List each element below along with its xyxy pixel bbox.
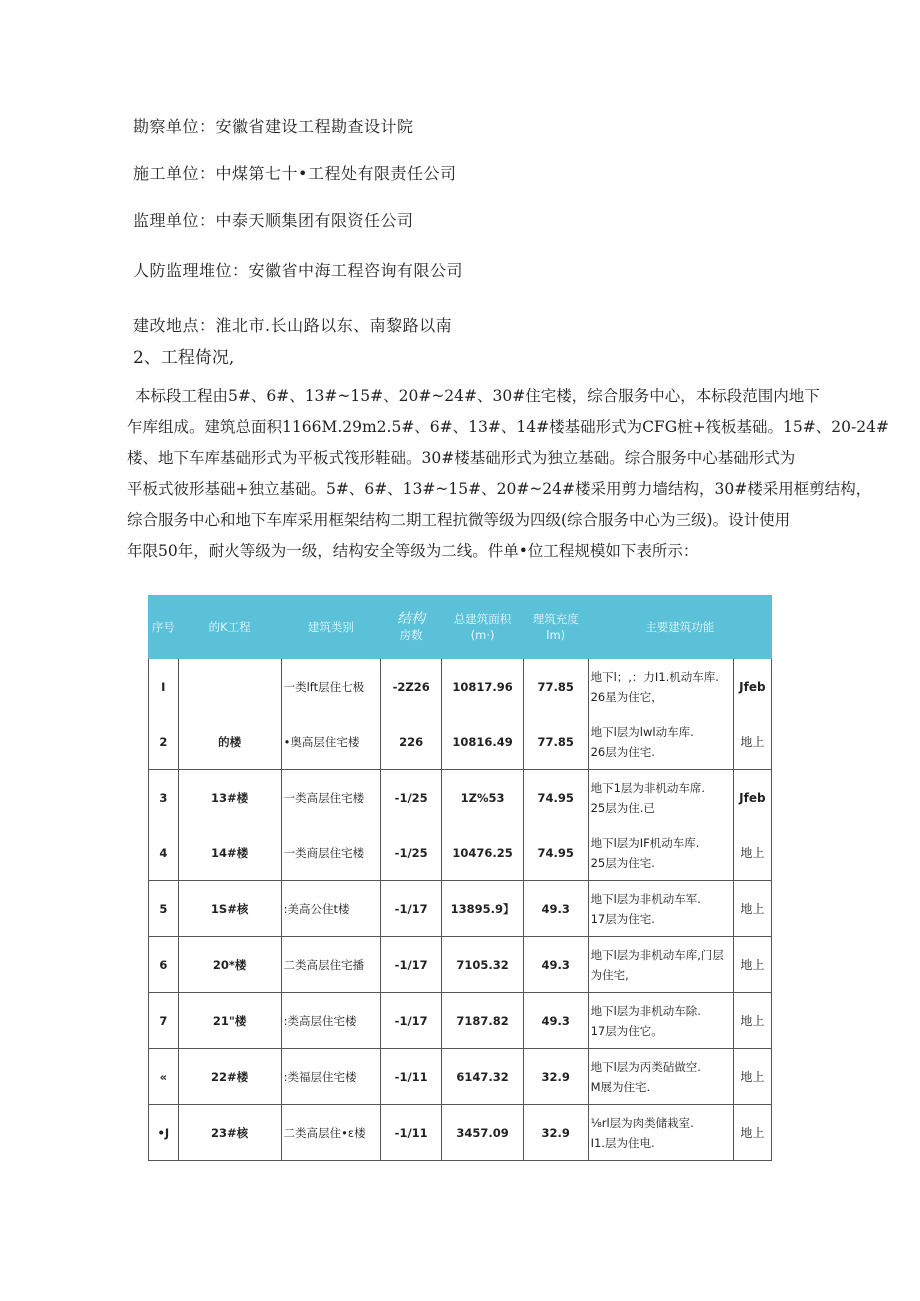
cell-height: 32.9 xyxy=(523,1049,588,1105)
cell-height: 49.3 xyxy=(523,993,588,1049)
cell-function: 地下l层为非机动车军. 17层为住宅. xyxy=(588,881,733,937)
cell-floors: -1/25 xyxy=(381,825,442,881)
cell-area: 7187.82 xyxy=(442,993,524,1049)
cell-height: 49.3 xyxy=(523,937,588,993)
header-function: 主要建筑功能 xyxy=(588,596,771,659)
cell-extra: Jfeb xyxy=(733,659,771,715)
cell-height: 32.9 xyxy=(523,1105,588,1161)
cell-type: :美高公住t楼 xyxy=(281,881,381,937)
table-row xyxy=(149,937,772,993)
table-row xyxy=(149,1049,772,1105)
cell-height: 74.95 xyxy=(523,770,588,826)
cell-no: 2 xyxy=(149,714,179,770)
cell-height: 77.85 xyxy=(523,659,588,715)
cell-unit: 22#楼 xyxy=(178,1049,281,1105)
header-unit: 的K⼯程 xyxy=(178,596,281,659)
cell-extra: 地上 xyxy=(733,881,771,937)
cell-floors: -1/11 xyxy=(381,1105,442,1161)
cell-extra: Jfeb xyxy=(733,770,771,826)
cell-type: :类高层住宅楼 xyxy=(281,993,381,1049)
cell-no: •J xyxy=(149,1105,179,1161)
cell-no: « xyxy=(149,1049,179,1105)
header-structure-top: 结构 xyxy=(397,611,426,627)
table-row xyxy=(149,770,772,826)
cell-unit: 21"楼 xyxy=(178,993,281,1049)
cell-unit: 20*楼 xyxy=(178,937,281,993)
cell-no: I xyxy=(149,659,179,715)
cell-function: ⅛rl层为肉类储栽室. I1.层为住电. xyxy=(588,1105,733,1161)
cell-no: 4 xyxy=(149,825,179,881)
cell-area: 7105.32 xyxy=(442,937,524,993)
paragraph-line: 本标段工程由5#、6#、13#~15#、20#~24#、30#住宅楼，综合服务中心，本标段范围内地下 xyxy=(135,387,820,405)
header-structure xyxy=(381,596,442,659)
paragraph-line: 乍库组成。建筑总面积1166M.29m2.5#、6#、13#、14#楼基础形式为CFG桩+筏板基础。15#、20-24# xyxy=(127,418,889,436)
cell-function: 地下l层为丙类砧做空. M展为住宅. xyxy=(588,1049,733,1105)
header-no: 序号 xyxy=(149,596,179,659)
cell-area: 10476.25 xyxy=(442,825,524,881)
cell-floors: -1/25 xyxy=(381,770,442,826)
cell-floors: -1/17 xyxy=(381,881,442,937)
paragraph-line: 楼、地下车库基础形式为平板式筏形鞋础。30#楼基础形式为独立基础。综合服务中心基础形式为 xyxy=(127,449,796,467)
cell-function: 地下1层为非机动车席. 25层为住.已 xyxy=(588,770,733,826)
cell-function: 地下l层为非机动车库,门层 为住宅, xyxy=(588,937,733,993)
project-scale-table xyxy=(148,595,772,1161)
cell-type: 一类高层住宅楼 xyxy=(281,770,381,826)
cell-no: 7 xyxy=(149,993,179,1049)
project-overview-paragraph xyxy=(127,381,889,567)
cell-unit: 23#核 xyxy=(178,1105,281,1161)
section-heading: 2、工程倚况, xyxy=(133,348,235,368)
header-area xyxy=(442,596,524,659)
cell-floors: -1/17 xyxy=(381,937,442,993)
paragraph-line: 年限50年，耐火等级为一级，结构安全等级为二线。件单•位工程规模如下表所示： xyxy=(127,542,699,560)
cell-floors: -2Z26 xyxy=(381,659,442,715)
cell-area: 13895.9】 xyxy=(442,881,524,937)
cell-area: 10817.96 xyxy=(442,659,524,715)
cell-type: :类福层住宅楼 xyxy=(281,1049,381,1105)
cell-area: 6147.32 xyxy=(442,1049,524,1105)
cell-function: 地下l；,：力I1.机动车库. 26星为住它， xyxy=(588,659,733,715)
table-header-row xyxy=(149,596,772,659)
cell-height: 77.85 xyxy=(523,714,588,770)
cell-type: 二类高层住宅播 xyxy=(281,937,381,993)
header-area-top: 总建筑面积 xyxy=(453,612,512,626)
info-line-civil-defense: 人防监理堆位：安徽省中海工程咨询有限公司 xyxy=(133,261,464,280)
cell-no: 5 xyxy=(149,881,179,937)
info-line-location: 建改地点：淮北市.长山路以东、南黎路以南 xyxy=(133,316,453,335)
table-row xyxy=(149,659,772,715)
cell-no: 3 xyxy=(149,770,179,826)
info-line-construction: 施工单位：中煤第七十•工程处有限责任公司 xyxy=(133,164,457,183)
cell-area: 3457.09 xyxy=(442,1105,524,1161)
cell-height: 49.3 xyxy=(523,881,588,937)
cell-function: 地下l层为lwl动车库. 26层为住宅. xyxy=(588,714,733,770)
cell-floors: -1/11 xyxy=(381,1049,442,1105)
cell-unit: 1S#核 xyxy=(178,881,281,937)
table-row xyxy=(149,825,772,881)
cell-height: 74.95 xyxy=(523,825,588,881)
info-line-supervision: 监理单位：中泰天顺集团有限资任公司 xyxy=(133,211,414,230)
cell-extra: 地上 xyxy=(733,1105,771,1161)
cell-type: •奥高层住宅楼 xyxy=(281,714,381,770)
paragraph-line: 综合服务中心和地下车库采用框架结构二期工程抗微等级为四级(综合服务中心为三级)。设计使用 xyxy=(127,511,791,529)
cell-extra: 地上 xyxy=(733,825,771,881)
cell-floors: -1/17 xyxy=(381,993,442,1049)
cell-type: 一类lft层住七极 xyxy=(281,659,381,715)
cell-extra: 地上 xyxy=(733,993,771,1049)
table-row xyxy=(149,881,772,937)
cell-area: 1Z%53 xyxy=(442,770,524,826)
cell-unit: 14#楼 xyxy=(178,825,281,881)
cell-function: 地下l层为非机动车除. 17层为住它。 xyxy=(588,993,733,1049)
header-structure-bottom: 房数 xyxy=(399,628,423,642)
cell-type: 二类高层住•ε楼 xyxy=(281,1105,381,1161)
paragraph-line: 平板式彼形基础+独立基础。5#、6#、13#~15#、20#~24#楼采用剪力墙结构，30#楼采用框剪结构， xyxy=(127,480,872,498)
cell-unit xyxy=(178,659,281,715)
cell-no: 6 xyxy=(149,937,179,993)
info-line-survey: 勘察单位：安徽省建设工程勘查设计院 xyxy=(133,117,414,136)
cell-area: 10816.49 xyxy=(442,714,524,770)
header-area-bottom: (m·) xyxy=(470,628,495,642)
cell-extra: 地上 xyxy=(733,1049,771,1105)
table-row xyxy=(149,714,772,770)
cell-function: 地下l层为IF机动车库. 25层为住宅. xyxy=(588,825,733,881)
cell-unit: 的楼 xyxy=(178,714,281,770)
cell-extra: 地上 xyxy=(733,714,771,770)
table-row xyxy=(149,993,772,1049)
header-height-top: 理筑充度 xyxy=(532,612,579,626)
cell-floors: 226 xyxy=(381,714,442,770)
cell-unit: 13#楼 xyxy=(178,770,281,826)
header-type: 建筑类别 xyxy=(281,596,381,659)
table-row xyxy=(149,1105,772,1161)
header-height-bottom: lm) xyxy=(546,628,566,642)
cell-extra: 地上 xyxy=(733,937,771,993)
cell-type: 一类商层住宅楼 xyxy=(281,825,381,881)
header-height xyxy=(523,596,588,659)
